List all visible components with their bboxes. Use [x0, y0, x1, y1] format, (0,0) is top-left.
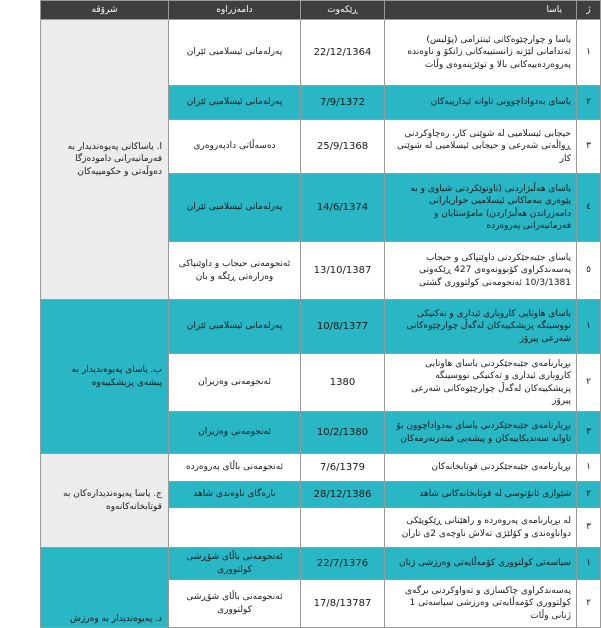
- row-date: 13/10/1387: [301, 242, 385, 300]
- row-num: ١: [577, 454, 601, 482]
- row-num: ٢: [577, 86, 601, 120]
- group-label-d: د. پەیوەندیدار بە وەرزش: [41, 548, 169, 628]
- row-num: ١: [577, 548, 601, 580]
- row-authority: ئەنجومەنی وەزیران: [169, 412, 301, 454]
- row-authority: ئەنجومەنی باڵای شۆڕشی کولتووری: [169, 580, 301, 628]
- row-title: یاسا و چوارچێوەکانی ئینتزامی (پۆلیس) ئەندامانی لێژنە زانستییەکانی زانکۆ و ناوەندە پەروەردەییەکانی بالا و توێژینەوەی وڵات: [385, 20, 577, 86]
- row-authority: ئەنجومەنی وەزیران: [169, 354, 301, 412]
- row-authority: دەسەڵاتی دادپەروەری: [169, 120, 301, 174]
- row-title: بڕیارنامەی جێبەجێکردنی یاسای هاوتایی کاروباری ئیداری و تەکنیکی نووسینگە پزیشکییەکان لەگەڵ چوارچێوەکانی شەرعی پیرۆز: [385, 354, 577, 412]
- row-date: 28/12/1386: [301, 482, 385, 508]
- row-date: 25/9/1368: [301, 120, 385, 174]
- row-title: پەسەندکراوی چاکسازی و تەواوکردنی برگەی کولتووری کۆمەڵایەتی وەرزشی سیاسەتی 1 ژنانی وڵات: [385, 580, 577, 628]
- row-authority: پەرلەمانی ئیسلامیی ئێران: [169, 86, 301, 120]
- row-date: 10/2/1380: [301, 412, 385, 454]
- row-title: بڕیارنامەی جێبەجێکردنی قوتابخانەکان: [385, 454, 577, 482]
- row-authority: پەرلەمانی ئیسلامیی ئێران: [169, 300, 301, 354]
- row-authority: ئەنجومەنی باڵای شۆڕشی کولتووری: [169, 548, 301, 580]
- row-authority: پەرلەمانی ئیسلامیی ئێران: [169, 20, 301, 86]
- row-title: بڕیارنامەی جێبەجێکردنی یاسای بەدواداچوون بۆ تاوانە سەندیکاییەکان و پیشەیی فیتەرنەرمەکان: [385, 412, 577, 454]
- row-title: سیاسەتی کولتووری کۆمەڵایەتی وەرزشی ژنان: [385, 548, 577, 580]
- row-title: یاسای هاوتایی کاروباری ئیداری و تەکنیکی نووسینگە پزیشکییەکان لەگەڵ چوارچێوەکانی شەرعی پیرۆز: [385, 300, 577, 354]
- table-row: [41, 548, 601, 580]
- row-date: 10/8/1377: [301, 300, 385, 354]
- row-date: [301, 508, 385, 548]
- row-num: ٢: [577, 580, 601, 628]
- table-header-row: [41, 1, 601, 20]
- group-label-c: ج. یاسا پەیوەندیدارەکان بە قوتابخانەکانەوە: [41, 454, 169, 548]
- row-title: شێوازی ئانۆتوسی لە قوتابخانەکانی شاهد: [385, 482, 577, 508]
- row-date: 14/6/1374: [301, 174, 385, 242]
- row-authority: بارەگای ناوەندی شاهد: [169, 482, 301, 508]
- row-num: ٥: [577, 242, 601, 300]
- row-num: ٤: [577, 174, 601, 242]
- header-authority: دامەزراوە: [169, 1, 301, 20]
- row-num: ٣: [577, 412, 601, 454]
- row-title: یاسای جێبەجێکردنی داوێنپاکی و حیجاب پەسەندکراوی کۆبوونەوەی 427 ڕێکەوتی 10/3/1381 ئەنجومەنی کولتووری گشتی: [385, 242, 577, 300]
- table-row: [41, 20, 601, 86]
- laws-table: [40, 0, 601, 628]
- table-row: [41, 454, 601, 482]
- header-title: یاسا: [385, 1, 577, 20]
- row-date: 17/8/13787: [301, 580, 385, 628]
- row-title: یاسای بەدواداچوونی تاوانە ئیدارییەکان: [385, 86, 577, 120]
- header-num: ژ: [577, 1, 601, 20]
- header-date: ڕێکەوت: [301, 1, 385, 20]
- row-num: ١: [577, 300, 601, 354]
- row-num: ٣: [577, 120, 601, 174]
- row-authority: [169, 508, 301, 548]
- row-num: ٢: [577, 354, 601, 412]
- row-date: 7/6/1379: [301, 454, 385, 482]
- row-num: ٢: [577, 482, 601, 508]
- group-label-b: ب. یاسای پەیوەندیدار بە پیشەی پزیشکییەوە: [41, 300, 169, 454]
- row-title: یاسای هەڵبژاردنی (تاوتوێکردنی شیاوی و بە پێوەری بنەماکانی ئیسلامیی خوازیارانی دامەزراندن هەڵبژاردن) مامۆستایان و فەرمانبەرانی پەروەردە: [385, 174, 577, 242]
- row-date: 1380: [301, 354, 385, 412]
- row-title: لە بڕیارنامەی پەروەردە و راهێنانی ڕێکوپێکی دواناوەندی و کۆلێژی تەلاش ناوچەی 2ی تاران: [385, 508, 577, 548]
- laws-table-container: [40, 0, 600, 624]
- table-row: [41, 300, 601, 354]
- row-authority: ئەنجومەنی باڵای پەروەردە: [169, 454, 301, 482]
- header-section: شرۆڤە: [41, 1, 169, 20]
- row-authority: ئەنجومەنی حیجاب و داوێنپاکی وەزارەتی ڕێگە و بان: [169, 242, 301, 300]
- row-num: ١: [577, 20, 601, 86]
- group-label-a: ا. یاساکانی پەیوەندیدار بە فەرمانبەرانی دامودەزگا دەوڵەتی و حکومییەکان: [41, 20, 169, 300]
- row-num: ٣: [577, 508, 601, 548]
- row-title: حیجابی ئیسلامیی لە شوێنی کار، رەچاوکردنی ڕواڵەتی شەرعی و حیجابی ئیسلامیی لە شوێنی کار: [385, 120, 577, 174]
- row-date: 22/7/1376: [301, 548, 385, 580]
- row-date: 7/9/1372: [301, 86, 385, 120]
- row-authority: پەرلەمانی ئیسلامیی ئێران: [169, 174, 301, 242]
- row-date: 22/12/1364: [301, 20, 385, 86]
